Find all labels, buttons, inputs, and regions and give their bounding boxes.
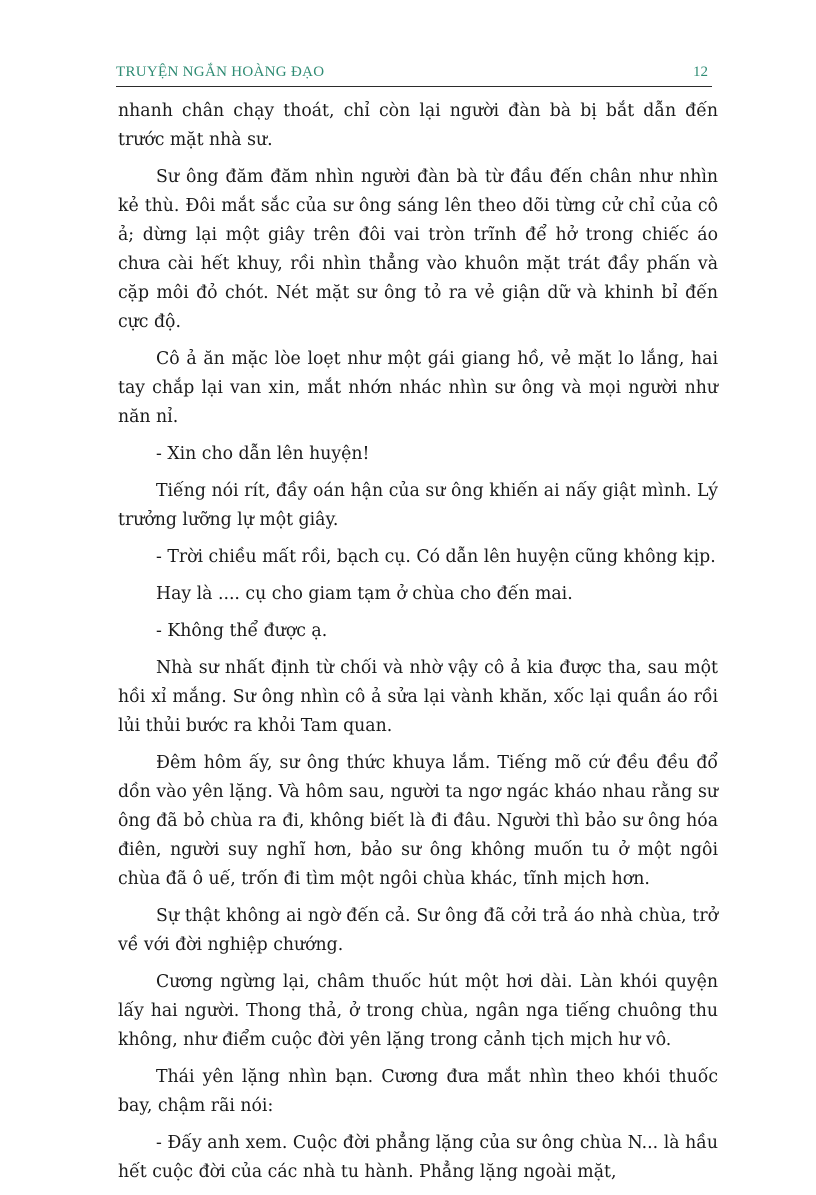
paragraph: Nhà sư nhất định từ chối và nhờ vậy cô ả kia được tha, sau một hồi xỉ mắng. Sư ông nhìn cô ả sửa lại vành khăn, xốc lại quần áo rồi lủi thủi bước ra khỏi Tam quan. bbox=[118, 658, 718, 736]
body-text bbox=[118, 97, 718, 1195]
page-number: 12 bbox=[693, 64, 708, 80]
paragraph: - Đấy anh xem. Cuộc đời phẳng lặng của sư ông chùa N... là hầu hết cuộc đời của các nhà tu hành. Phẳng lặng ngoài mặt, bbox=[118, 1133, 718, 1182]
paragraph: Cương ngừng lại, châm thuốc hút một hơi dài. Làn khói quyện lấy hai người. Thong thả, ở trong chùa, ngân nga tiếng chuông thu không, như điểm cuộc đời yên lặng trong cảnh tịch mịch hư vô. bbox=[118, 972, 718, 1050]
book-title: TRUYỆN NGẮN HOÀNG ĐẠO bbox=[116, 64, 325, 80]
paragraph: - Trời chiều mất rồi, bạch cụ. Có dẫn lên huyện cũng không kịp. bbox=[156, 547, 716, 567]
paragraph: - Xin cho dẫn lên huyện! bbox=[156, 444, 370, 464]
paragraph: Cô ả ăn mặc lòe loẹt như một gái giang hồ, vẻ mặt lo lắng, hai tay chắp lại van xin, mắt nhớn nhác nhìn sư ông và mọi người như năn nỉ. bbox=[118, 349, 718, 427]
paragraph: Hay là .... cụ cho giam tạm ở chùa cho đến mai. bbox=[156, 584, 573, 604]
running-header bbox=[116, 60, 712, 87]
paragraph: nhanh chân chạy thoát, chỉ còn lại người đàn bà bị bắt dẫn đến trước mặt nhà sư. bbox=[118, 101, 718, 150]
paragraph: Đêm hôm ấy, sư ông thức khuya lắm. Tiếng mõ cứ đều đều đổ dồn vào yên lặng. Và hôm sau, người ta ngơ ngác kháo nhau rằng sư ông đã bỏ chùa ra đi, không biết là đi đâu. Người thì bảo sư ông hóa điên, người suy nghĩ hơn, bảo sư ông không muốn tu ở một ngôi chùa đã ô uế, trốn đi tìm một ngôi chùa khác, tĩnh mịch hơn. bbox=[118, 753, 718, 889]
paragraph: Thái yên lặng nhìn bạn. Cương đưa mắt nhìn theo khói thuốc bay, chậm rãi nói: bbox=[118, 1067, 718, 1116]
paragraph: - Không thể được ạ. bbox=[156, 621, 328, 641]
paragraph: Sự thật không ai ngờ đến cả. Sư ông đã cởi trả áo nhà chùa, trở về với đời nghiệp chướng. bbox=[118, 906, 718, 955]
paragraph: Sư ông đăm đăm nhìn người đàn bà từ đầu đến chân như nhìn kẻ thù. Đôi mắt sắc của sư ông sáng lên theo dõi từng cử chỉ của cô ả; dừng lại một giây trên đôi vai tròn trĩnh để hở trong chiếc áo chưa cài hết khuy, rồi nhìn thẳng vào khuôn mặt trát đầy phấn và cặp môi đỏ chót. Nét mặt sư ông tỏ ra vẻ giận dữ và khinh bỉ đến cực độ. bbox=[118, 167, 718, 332]
paragraph: Tiếng nói rít, đầy oán hận của sư ông khiến ai nấy giật mình. Lý trưởng lưỡng lự một giây. bbox=[118, 481, 718, 530]
